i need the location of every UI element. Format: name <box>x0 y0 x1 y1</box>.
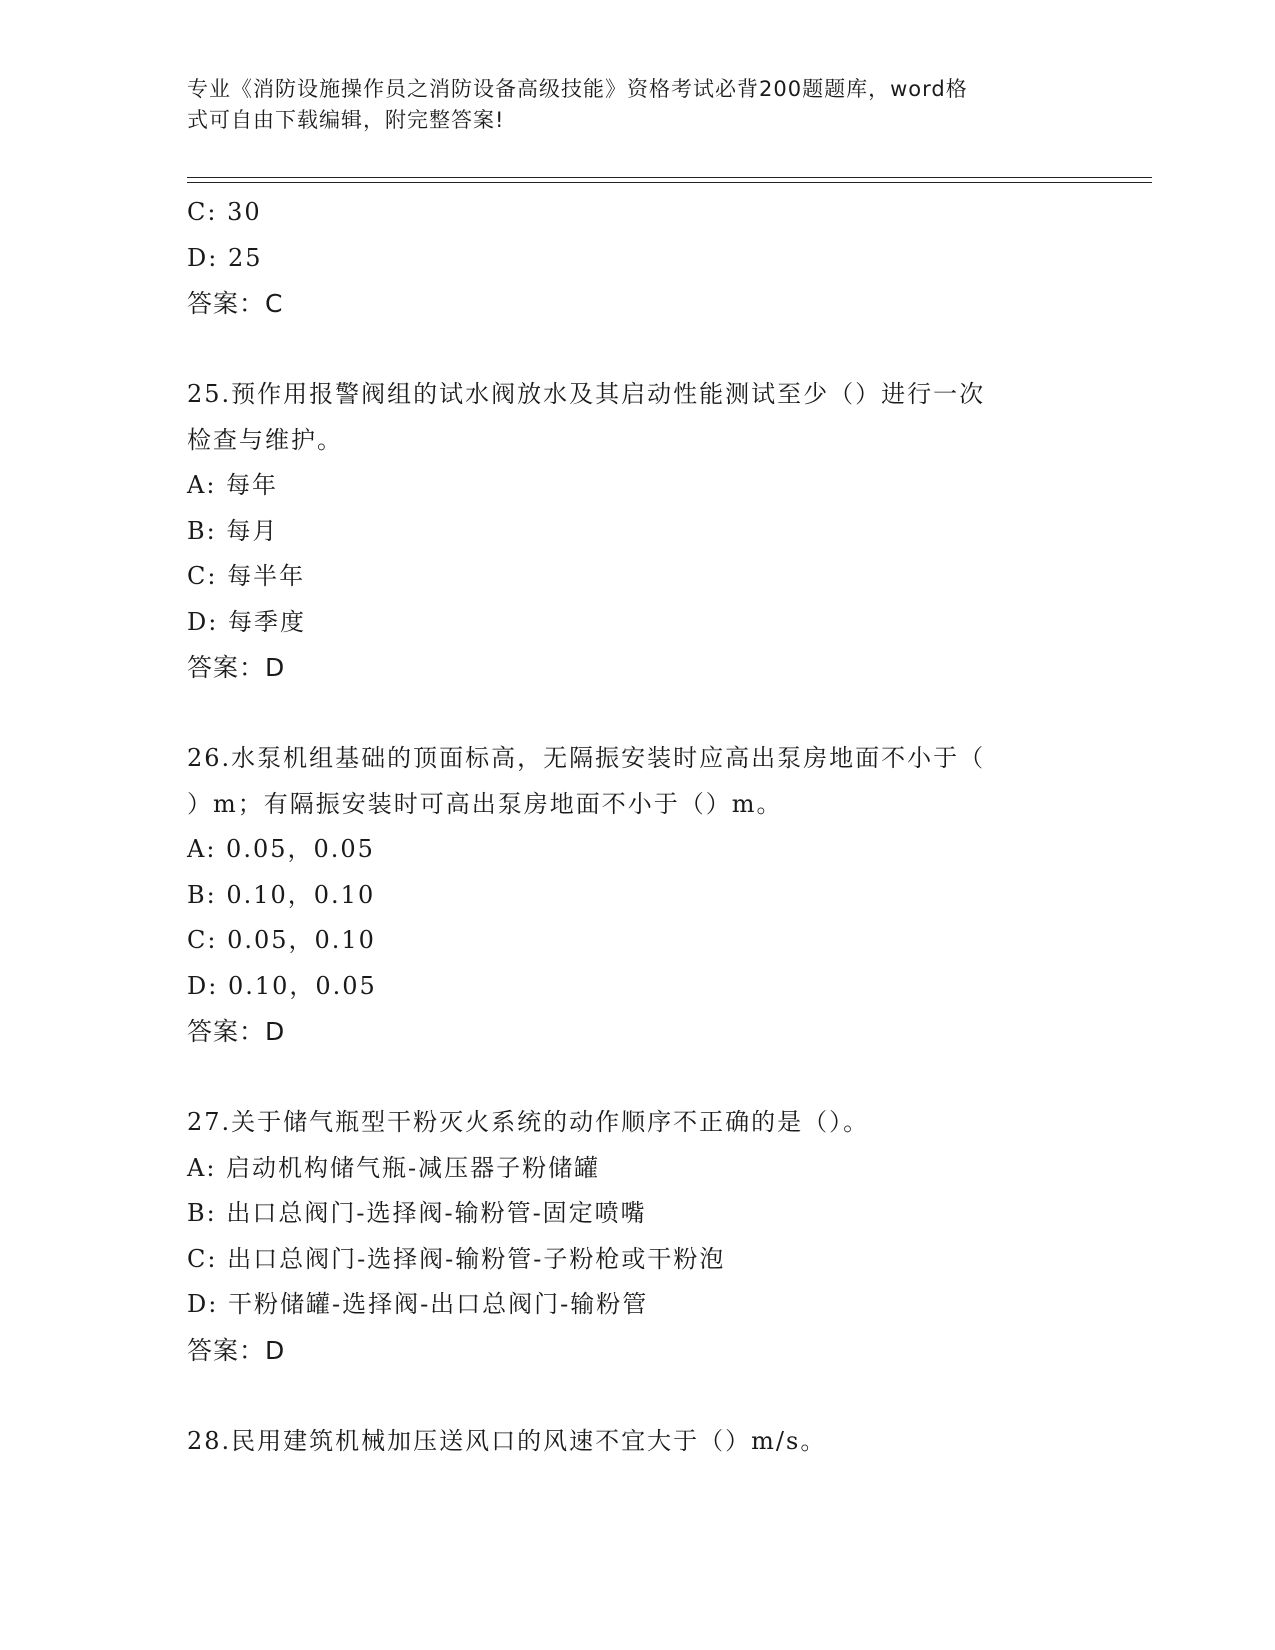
option-a: A: 启动机构储气瓶-减压器子粉储罐 <box>187 1153 601 1182</box>
question-spacer <box>187 1055 1067 1101</box>
question-stem-line-1: 28.民用建筑机械加压送风口的风速不宜大于（）m/s。 <box>187 1426 827 1455</box>
option-c: C: 每半年 <box>187 562 306 590</box>
question-stem-line-2: ）m；有隔振安装时可高出泵房地面不小于（）m。 <box>187 789 783 818</box>
question-stem-line-1: 27.关于储气瓶型干粉灭火系统的动作顺序不正确的是（）。 <box>187 1108 870 1136</box>
question-27 <box>187 1100 1067 1373</box>
question-25 <box>187 372 1067 691</box>
option-b: B: 出口总阀门-选择阀-输粉管-固定喷嘴 <box>187 1199 647 1227</box>
option-a: A: 每年 <box>187 471 279 499</box>
option-c: C: 0.05，0.10 <box>187 926 376 954</box>
header-title-line-1: 专业《消防设施操作员之消防设备高级技能》资格考试必背200题题库，word格 <box>187 77 968 101</box>
option-c: C: 30 <box>187 198 262 226</box>
question-28 <box>187 1419 1067 1465</box>
answer-line: 答案：D <box>187 1335 286 1365</box>
header-divider-bottom <box>187 182 1152 183</box>
question-stem-line-1: 26.水泵机组基础的顶面标高，无隔振安装时应高出泵房地面不小于（ <box>187 744 986 772</box>
option-d: D: 0.10，0.05 <box>187 971 377 1000</box>
question-stem-line-1: 25.预作用报警阀组的试水阀放水及其启动性能测试至少（）进行一次 <box>187 380 986 408</box>
header-divider-top <box>187 177 1152 178</box>
question-stem-line-2: 检查与维护。 <box>187 425 343 454</box>
option-b: B: 每月 <box>187 516 279 545</box>
option-d: D: 25 <box>187 243 263 272</box>
question-spacer <box>187 327 1067 373</box>
option-d: D: 每季度 <box>187 607 306 636</box>
answer-line: 答案：C <box>187 289 284 318</box>
header-title-line-2: 式可自由下载编辑，附完整答案! <box>187 108 505 132</box>
answer-line: 答案：D <box>187 653 286 682</box>
question-spacer <box>187 1373 1067 1419</box>
option-b: B: 0.10，0.10 <box>187 880 376 909</box>
answer-line: 答案：D <box>187 1017 286 1046</box>
option-d: D: 干粉储罐-选择阀-出口总阀门-输粉管 <box>187 1290 649 1318</box>
question-24-tail <box>187 190 1067 327</box>
option-a: A: 0.05，0.05 <box>187 835 375 863</box>
document-header <box>187 74 1067 136</box>
question-26 <box>187 736 1067 1055</box>
question-spacer <box>187 691 1067 737</box>
option-c: C: 出口总阀门-选择阀-输粉管-子粉枪或干粉泡 <box>187 1244 726 1273</box>
question-list <box>187 190 1067 1464</box>
